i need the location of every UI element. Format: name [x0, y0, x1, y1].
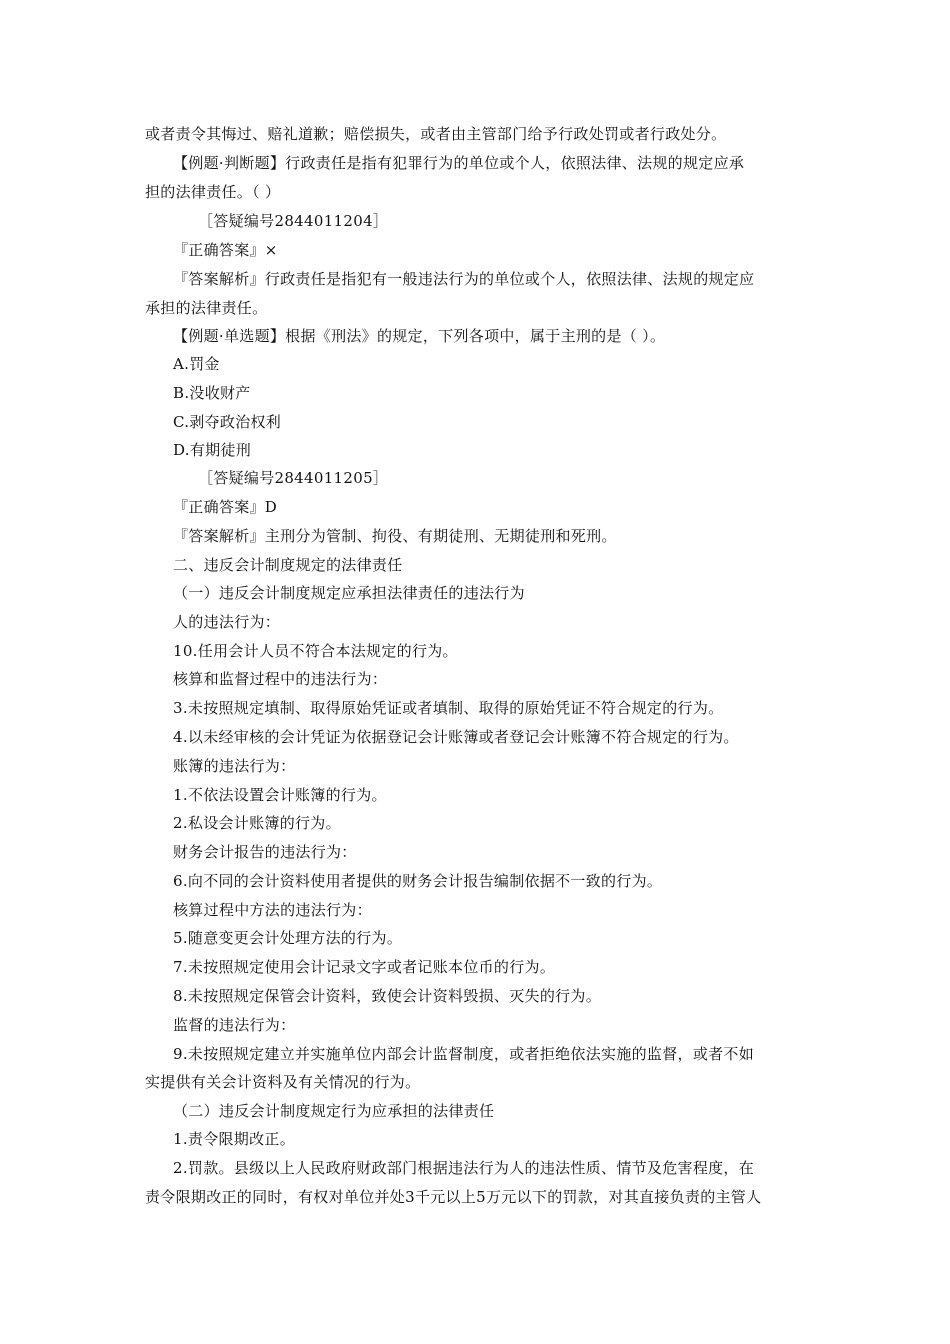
- text-line: 承担的法律责任。: [145, 299, 268, 317]
- text-line: ［答疑编号2844011204］: [198, 212, 389, 230]
- text-line: 担的法律责任。（ ）: [145, 183, 281, 201]
- text-line: 2.私设会计账簿的行为。: [173, 814, 341, 832]
- text-line: C.剥夺政治权利: [173, 413, 282, 431]
- text-line: 5.随意变更会计处理方法的行为。: [173, 929, 403, 947]
- text-line: 二、违反会计制度规定的法律责任: [173, 556, 403, 574]
- text-line: 4.以未经审核的会计凭证为依据登记会计账簿或者登记会计账簿不符合规定的行为。: [173, 728, 739, 746]
- text-line: 1.不依法设置会计账簿的行为。: [173, 786, 387, 804]
- text-line: 2.罚款。县级以上人民政府财政部门根据违法行为人的违法性质、情节及危害程度，在: [173, 1159, 755, 1177]
- text-line: B.没收财产: [173, 384, 251, 402]
- text-line: 『正确答案』D: [173, 498, 278, 516]
- text-line: 核算和监督过程中的违法行为：: [173, 670, 388, 688]
- text-line: 1.责令限期改正。: [173, 1130, 296, 1148]
- text-line: 财务会计报告的违法行为：: [173, 843, 357, 861]
- text-line: 『答案解析』主刑分为管制、拘役、有期徒刑、无期徒刑和死刑。: [173, 527, 617, 545]
- text-line: （二）违反会计制度规定行为应承担的法律责任: [173, 1102, 495, 1120]
- text-line: （一）违反会计制度规定应承担法律责任的违法行为: [173, 584, 525, 602]
- text-line: 【例题·判断题】行政责任是指有犯罪行为的单位或个人，依照法律、法规的规定应承: [173, 154, 745, 172]
- text-line: 『正确答案』×: [173, 241, 278, 259]
- text-line: 10.任用会计人员不符合本法规定的行为。: [173, 642, 458, 660]
- text-line: 人的违法行为：: [173, 613, 281, 631]
- text-line: 监督的违法行为：: [173, 1016, 296, 1034]
- text-line: 8.未按照规定保管会计资料，致使会计资料毁损、灭失的行为。: [173, 987, 602, 1005]
- text-line: ［答疑编号2844011205］: [198, 469, 389, 487]
- text-line: A.罚金: [173, 355, 220, 373]
- text-line: 实提供有关会计资料及有关情况的行为。: [145, 1073, 421, 1091]
- text-line: 责令限期改正的同时，有权对单位并处3千元以上5万元以下的罚款，对其直接负责的主管人: [145, 1188, 762, 1206]
- text-line: 6.向不同的会计资料使用者提供的财务会计报告编制依据不一致的行为。: [173, 872, 663, 890]
- text-line: 【例题·单选题】根据《刑法》的规定，下列各项中，属于主刑的是（ ）。: [173, 327, 666, 345]
- text-line: D.有期徒刑: [173, 441, 252, 459]
- text-line: 『答案解析』行政责任是指犯有一般违法行为的单位或个人，依照法律、法规的规定应: [173, 270, 755, 288]
- text-line: 3.未按照规定填制、取得原始凭证或者填制、取得的原始凭证不符合规定的行为。: [173, 699, 724, 717]
- text-line: 核算过程中方法的违法行为：: [173, 901, 372, 919]
- text-line: 7.未按照规定使用会计记录文字或者记账本位币的行为。: [173, 958, 556, 976]
- text-line: 或者责令其悔过、赔礼道歉；赔偿损失，或者由主管部门给予行政处罚或者行政处分。: [145, 125, 727, 143]
- text-line: 9.未按照规定建立并实施单位内部会计监督制度，或者拒绝依法实施的监督，或者不如: [173, 1045, 755, 1063]
- text-line: 账簿的违法行为：: [173, 757, 296, 775]
